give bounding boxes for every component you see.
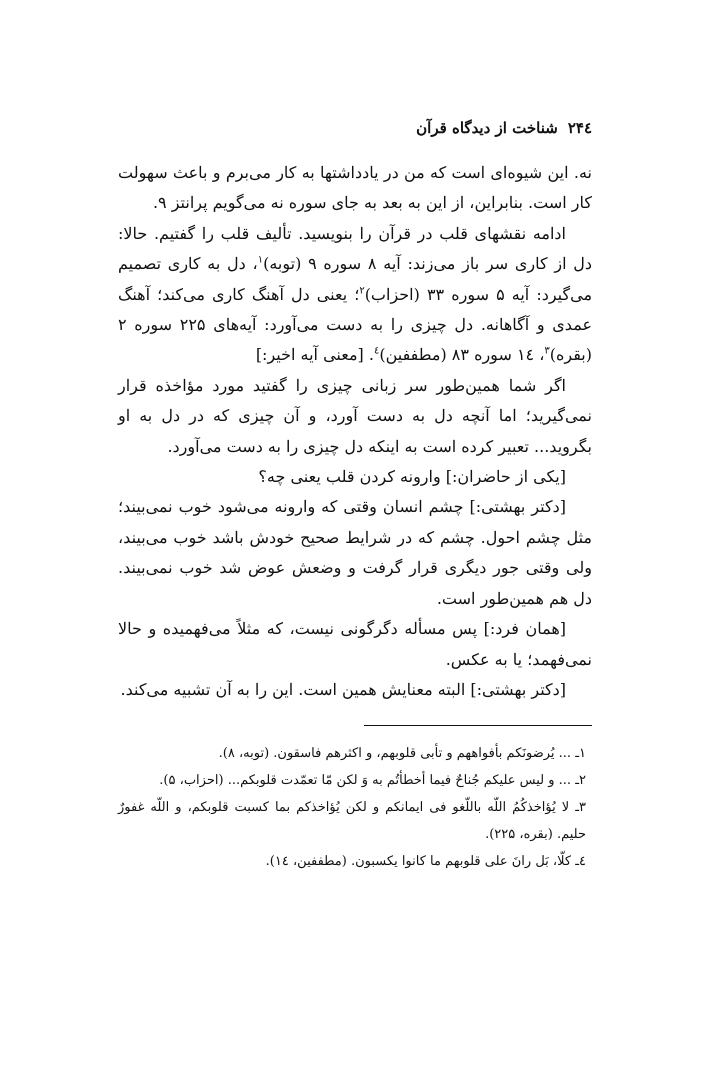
footnote-divider [364, 725, 592, 726]
paragraph-text: ، ۱٤ سوره ۸۳ (مطففین) [379, 345, 545, 365]
running-header [118, 112, 592, 144]
paragraph-text: اگر شما همین‌طور سر زبانی چیزی را گفتید مورد مؤاخذه قرار نمی‌گیرید؛ اما آنچه دل به دست آورد، و آن چیزی که در دل به او بگروید... تعبیر کرده است به اینکه دل چیزی را به دست می‌آورد. [118, 375, 592, 456]
footnotes [118, 740, 592, 875]
paragraph [118, 614, 592, 675]
paragraph [118, 675, 592, 705]
footnote-3: ۳ـ لا یُؤاخذکُمُ اللّه باللّغو فی ایمانکم و لکن یُؤاخذکم بما کسبت قلوبکم، و اللّه غفورٌ حلیم. (بقره، ۲۲۵). [118, 800, 586, 843]
body-text [118, 158, 592, 705]
paragraph-text: . [معنی آیه اخیر:] [255, 345, 374, 365]
paragraph [118, 219, 592, 371]
paragraph-text: [دکتر بهشتی:] البته معنایش همین است. این را به آن تشبیه می‌کند. [120, 679, 566, 699]
paragraph-text: [همان فرد:] پس مسأله دگرگونی نیست، که مثلاً می‌فهمیده و حالا نمی‌فهمد؛ یا به عکس. [118, 619, 592, 669]
paragraph [118, 462, 592, 492]
paragraph-text: [دکتر بهشتی:] چشم انسان وقتی که وارونه می‌شود خوب نمی‌بیند؛ مثل چشم احول. چشم که در شرایط صحیح خودش باشد خوب می‌بیند، ولی وقتی جور دیگری قرار گرفت و وضعش عوض شد خوب نمی‌بیند. دل هم همین‌طور است. [118, 497, 592, 608]
paragraph-text: ، دل به کاری تصمیم می‌گیرد: آیه ۵ سوره ۳۳ (احزاب) [118, 254, 593, 304]
paragraph [118, 371, 592, 462]
footnote-ref-3: ۳ [544, 346, 550, 358]
book-page [118, 112, 592, 875]
footnote-ref-1: ۱ [257, 254, 264, 266]
footnote-ref-2: ۲ [359, 285, 365, 297]
footnote-ref-4: ٤ [373, 346, 380, 358]
paragraph [118, 492, 592, 614]
chapter-title: شناخت از دیدگاه قرآن [416, 119, 558, 137]
paragraph-text: [یکی از حاضران:] وارونه کردن قلب یعنی چه؟ [258, 467, 566, 487]
paragraph-text: ؛ یعنی دل آهنگ کاری می‌کند؛ آهنگ عمدی و آگاهانه. دل چیزی را به دست می‌آورد: آیه‌های ۲۲۵ سوره ۲ (بقره) [118, 284, 592, 365]
page-number: ۲۴٤ [567, 119, 592, 137]
paragraph-text: نه. این شیوه‌ای است که من در یادداشتها به کار می‌برم و باعث سهولت کار است. بنابراین، از این به بعد به جای سوره نه می‌گویم پرانتز ۹. [118, 163, 592, 213]
paragraph-text: ادامه نقشهای قلب در قرآن را بنویسید. تألیف قلب را گفتیم. حالا: دل از کاری سر باز می‌زند: آیه ۸ سوره ۹ (توبه) [118, 223, 592, 274]
footnote-4: ٤ـ کلّا، بَل رانَ علی قلوبهم ما کانوا یکسبون. (مطففین، ۱٤). [265, 854, 586, 870]
footnote-2: ۲ـ ... و لیس علیکم جُناحٌ فیما أخطأتُم به وَ لکن مّا تعمّدت قلوبکم... (احزاب، ۵). [159, 773, 586, 789]
footnote-1: ۱ـ ... یُرضونَکم بأفواههم و تأبی قلوبهم، و اکثرهم فاسقون. (توبه، ۸). [218, 746, 586, 762]
paragraph [118, 158, 592, 219]
